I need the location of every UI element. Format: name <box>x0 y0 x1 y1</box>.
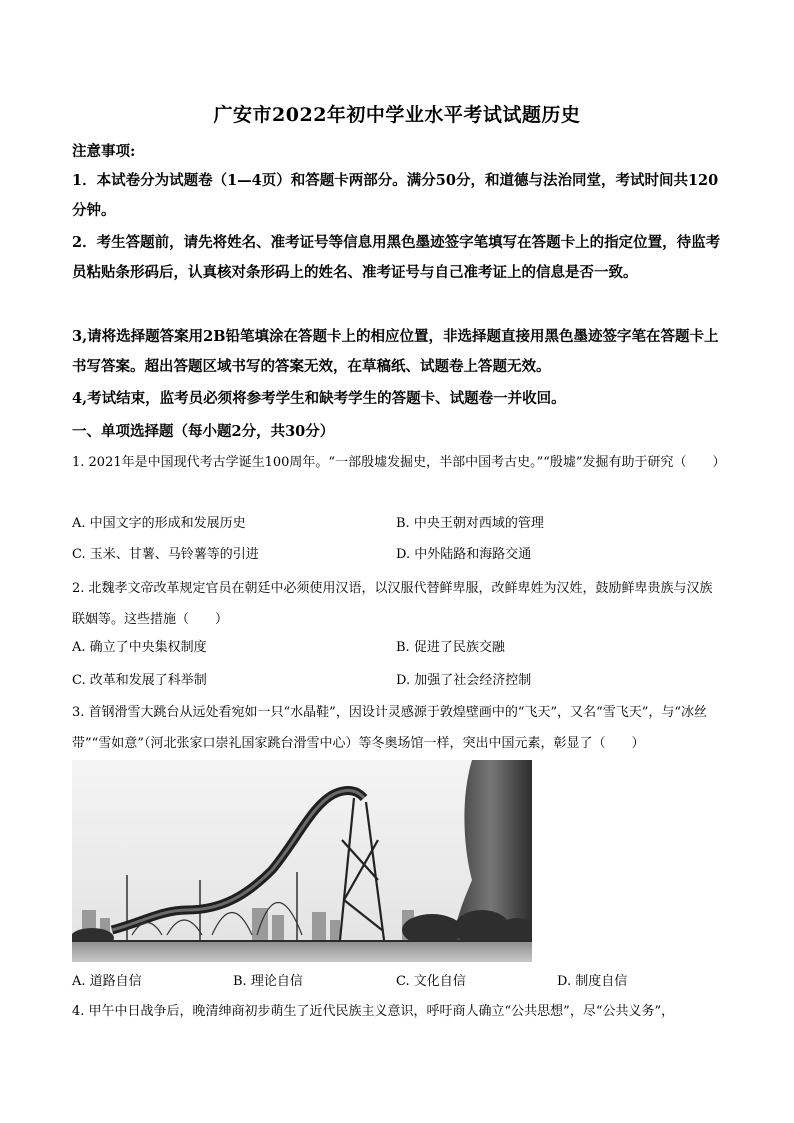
section-heading: 一、单项选择题（每小题2分，共30分） <box>72 423 335 440</box>
question-1-stem: 1. 2021年是中国现代考古学诞生100周年。“一部殷墟发掘史，半部中国考古史。”“殷墟”发掘有助于研究（ ） <box>72 455 726 470</box>
question-3-option-d: D. 制度自信 <box>557 974 628 989</box>
question-4-stem: 4. 甲午中日战争后，晚清绅商初步萌生了近代民族主义意识，呼吁商人确立“公共思想”，尽“公共义务”， <box>72 1004 675 1019</box>
question-2-option-b: B. 促进了民族交融 <box>396 640 505 655</box>
notice-item-3: 3,请将选择题答案用2B铅笔填涂在答题卡上的相应位置，非选择题直接用黑色墨迹签字笔在答题卡上书写答案。超出答题区域书写的答案无效，在草稿纸、试题卷上答题无效。 <box>72 328 719 375</box>
question-1-option-a: A. 中国文字的形成和发展历史 <box>72 516 246 531</box>
question-2-stem: 2. 北魏孝文帝改革规定官员在朝廷中必须使用汉语，以汉服代替鲜卑服，改鲜卑姓为汉姓，鼓励鲜卑贵族与汉族联姻等。这些措施（ ） <box>72 581 713 627</box>
notice-item-1: 1．本试卷分为试题卷（1—4页）和答题卡两部分。满分50分，和道德与法治同堂，考试时间共120分钟。 <box>72 172 719 219</box>
question-1-option-c: C. 玉米、甘薯、马铃薯等的引进 <box>72 547 259 562</box>
notice-heading: 注意事项: <box>72 143 136 160</box>
notice-item-4: 4,考试结束，监考员必须将参考学生和缺考学生的答题卡、试题卷一并收回。 <box>72 390 566 407</box>
ski-jump-photo <box>72 760 532 962</box>
question-1-option-b: B. 中央王朝对西域的管理 <box>396 516 544 531</box>
notice-item-2: 2．考生答题前，请先将姓名、准考证号等信息用黑色墨迹签字笔填写在答题卡上的指定位置，待监考员粘贴条形码后，认真核对条形码上的姓名、准考证号与自己准考证上的信息是否一致。 <box>72 234 721 281</box>
question-3-option-a: A. 道路自信 <box>72 974 142 989</box>
question-1-option-d: D. 中外陆路和海路交通 <box>396 547 532 562</box>
question-3-stem: 3. 首钢滑雪大跳台从远处看宛如一只“水晶鞋”，因设计灵感源于敦煌壁画中的“飞天”，又名“雪飞天”，与“冰丝带”“雪如意”（河北张家口崇礼国家跳台滑雪中心）等冬奥场馆一样，突出中国元素，彰显了（ ） <box>72 705 708 751</box>
question-2-option-c: C. 改革和发展了科举制 <box>72 673 207 688</box>
question-2-option-a: A. 确立了中央集权制度 <box>72 640 207 655</box>
question-3-option-b: B. 理论自信 <box>233 974 303 989</box>
question-2-option-d: D. 加强了社会经济控制 <box>396 673 532 688</box>
question-3-option-c: C. 文化自信 <box>396 974 466 989</box>
exam-title: 广安市2022年初中学业水平考试试题历史 <box>213 104 581 126</box>
